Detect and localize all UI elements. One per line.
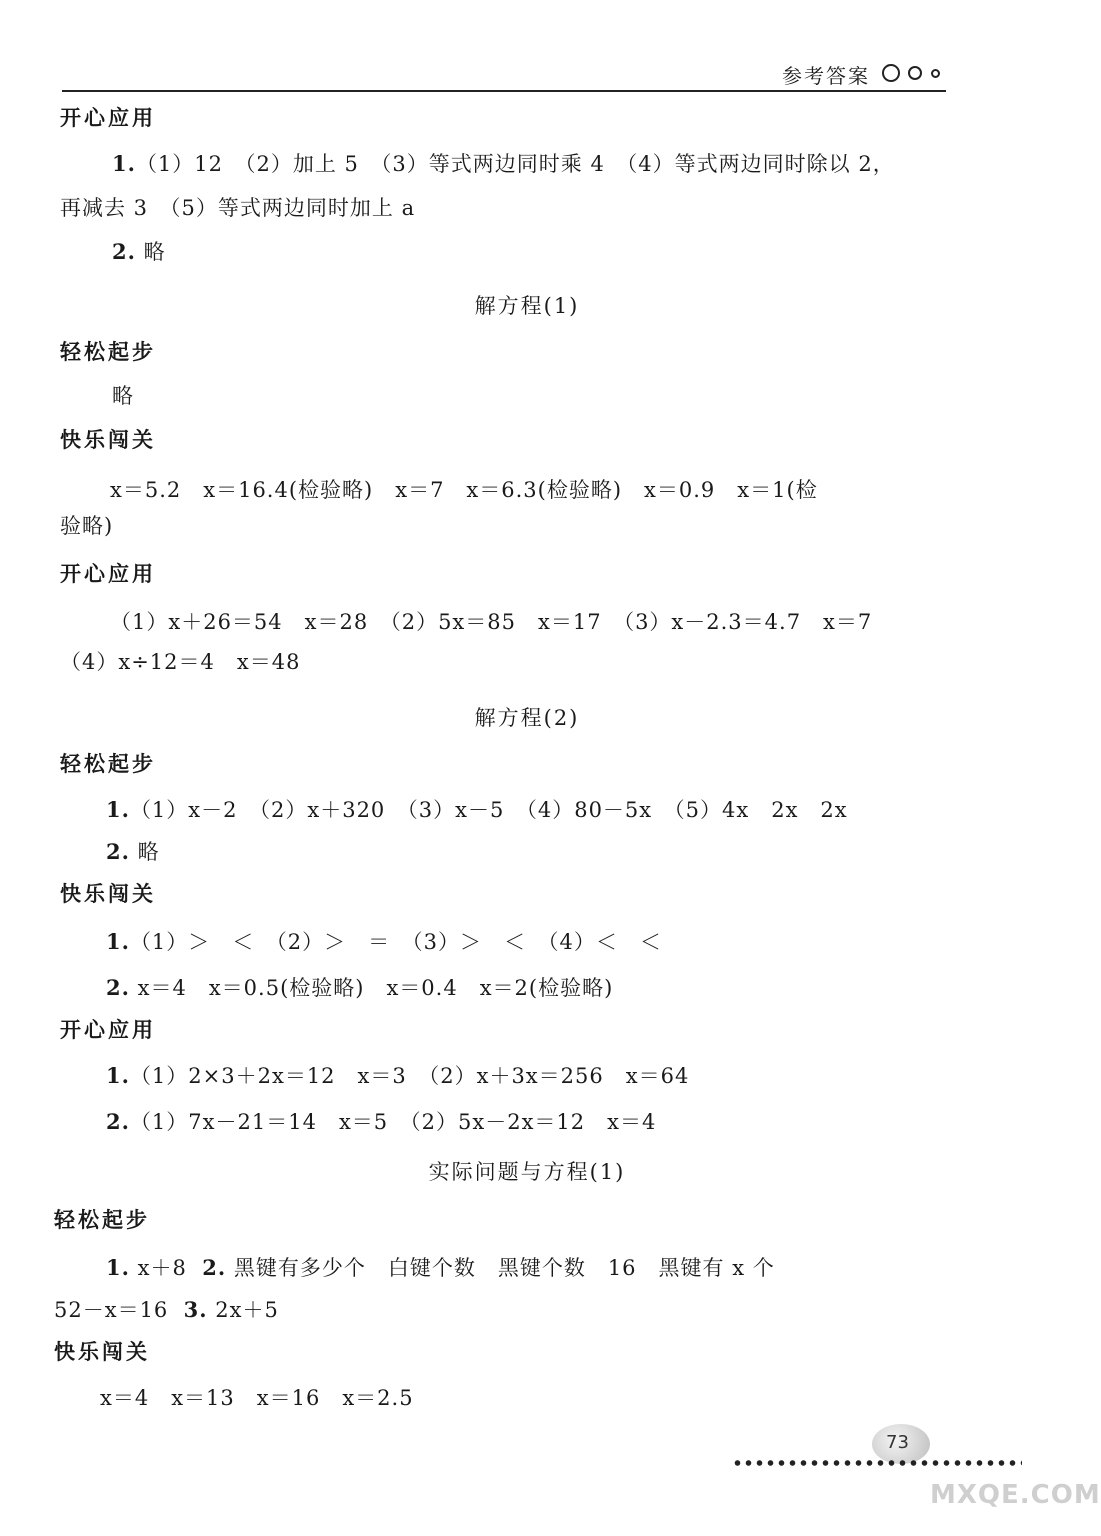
answer-text: 略 <box>143 240 166 264</box>
item-number: 1. <box>106 1255 130 1280</box>
answer-line <box>112 236 166 266</box>
section-heading: 快乐闯关 <box>54 1340 150 1364</box>
item-number: 1. <box>106 929 130 954</box>
lesson-title: 实际问题与方程(1) <box>428 1160 626 1184</box>
item-number: 2. <box>106 839 130 864</box>
page-number: 73 <box>886 1432 909 1453</box>
footer-dotted-line <box>732 1458 1022 1468</box>
answer-text: 略 <box>137 840 160 864</box>
item-number: 2. <box>112 239 136 264</box>
header-circle-small-icon <box>931 69 940 78</box>
answer-line <box>106 1060 689 1090</box>
section-heading: 轻松起步 <box>60 340 156 364</box>
section-heading: 轻松起步 <box>60 752 156 776</box>
item-number: 2. <box>106 1109 130 1134</box>
item-number: 3. <box>183 1297 208 1322</box>
page-header <box>62 58 946 92</box>
answer-line <box>106 972 613 1002</box>
lesson-title: 解方程(2) <box>474 706 580 730</box>
answer-text: 2x＋5 <box>215 1298 279 1322</box>
item-number: 1. <box>112 151 136 176</box>
answer-text: （1）12 （2）加上 5 （3）等式两边同时乘 4 （4）等式两边同时除以 2， <box>135 152 895 176</box>
item-number: 2. <box>106 975 130 1000</box>
answer-text: x＝4 x＝0.5(检验略) x＝0.4 x＝2(检验略) <box>137 976 614 1000</box>
section-heading: 快乐闯关 <box>60 882 156 906</box>
section-heading: 轻松起步 <box>54 1208 150 1232</box>
section-heading: 快乐闯关 <box>60 428 156 452</box>
answer-line <box>106 794 848 824</box>
item-number: 2. <box>202 1255 227 1280</box>
answer-text: 黑键有多少个 白键个数 黑键个数 16 黑键有 x 个 <box>233 1256 775 1280</box>
answer-line: 略 <box>112 384 134 408</box>
answer-text: （1）7x－21＝14 x＝5 （2）5x－2x＝12 x＝4 <box>129 1110 657 1134</box>
section-heading: 开心应用 <box>60 1018 156 1042</box>
answer-line <box>106 1252 775 1282</box>
answer-line <box>106 836 160 866</box>
answer-text: （1）＞ ＜ （2）＞ ＝ （3）＞ ＜ （4）＜ ＜ <box>129 930 662 954</box>
answer-text: （1）x－2 （2）x＋320 （3）x－5 （4）80－5x （5）4x 2x 2x <box>129 798 848 822</box>
answer-line <box>106 926 662 956</box>
answer-line: x＝5.2 x＝16.4(检验略) x＝7 x＝6.3(检验略) x＝0.9 x＝1(检 <box>110 478 818 502</box>
section-heading: 开心应用 <box>60 562 156 586</box>
answer-line: 再减去 3 （5）等式两边同时加上 a <box>60 196 416 220</box>
answer-text: （1）2×3＋2x＝12 x＝3 （2）x＋3x＝256 x＝64 <box>129 1064 690 1088</box>
header-circle-medium-icon <box>908 66 922 80</box>
answer-line <box>106 1106 656 1136</box>
section-heading: 开心应用 <box>60 106 156 130</box>
answer-text: x＋8 <box>137 1256 187 1280</box>
watermark-text: MXQE.COM <box>930 1480 1101 1510</box>
item-number: 1. <box>106 797 130 822</box>
header-circle-large-icon <box>882 64 900 82</box>
lesson-title: 解方程(1) <box>474 294 580 318</box>
answer-line: （1）x＋26＝54 x＝28 （2）5x＝85 x＝17 （3）x－2.3＝4.7 x＝7 <box>110 610 873 634</box>
answer-line <box>54 1294 279 1324</box>
answer-line <box>112 148 895 178</box>
answer-line: 验略) <box>60 514 114 538</box>
answer-line: x＝4 x＝13 x＝16 x＝2.5 <box>100 1386 414 1410</box>
answer-text: 52－x＝16 <box>54 1298 169 1322</box>
item-number: 1. <box>106 1063 130 1088</box>
header-title: 参考答案 <box>782 64 870 88</box>
answer-line: （4）x÷12＝4 x＝48 <box>60 650 301 674</box>
